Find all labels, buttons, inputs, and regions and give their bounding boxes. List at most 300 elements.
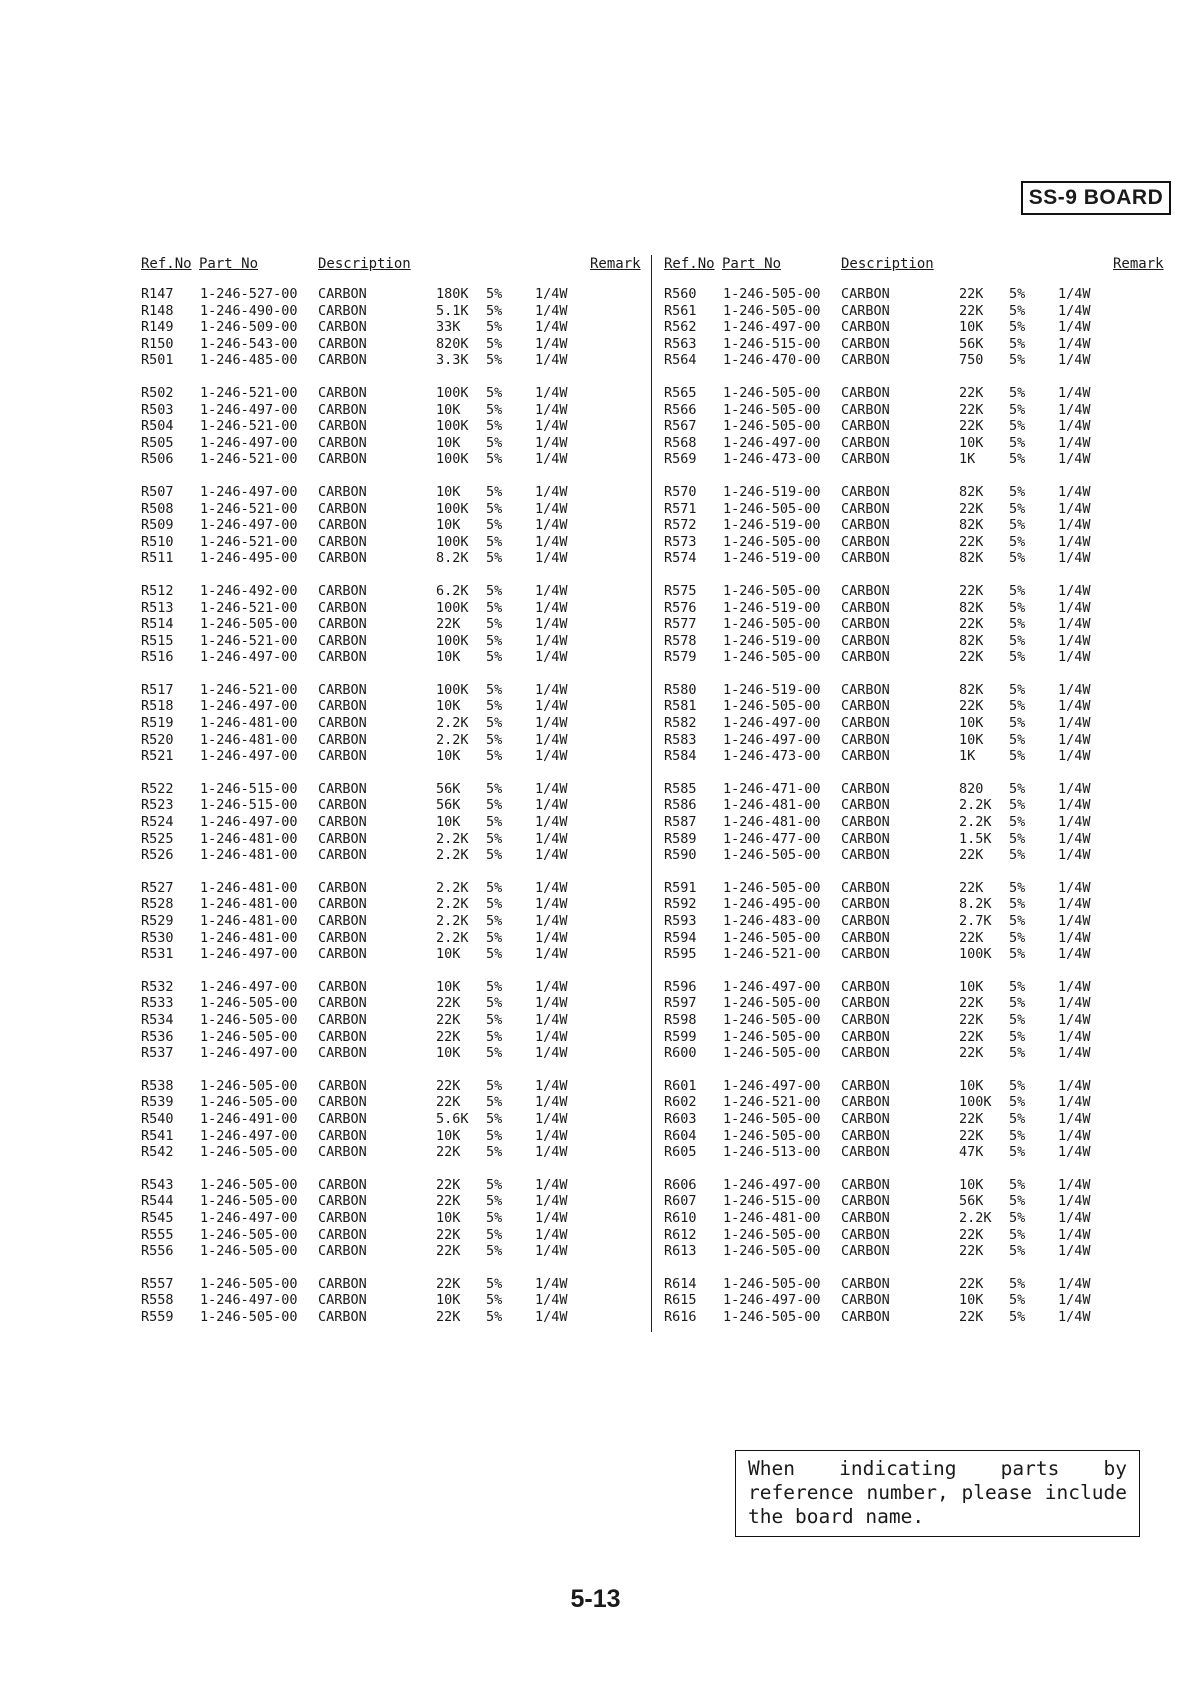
- description-cell: CARBON: [318, 896, 367, 913]
- part-no-cell: 1-246-519-00: [723, 681, 821, 698]
- part-no-cell: 1-246-505-00: [200, 1308, 298, 1325]
- ref-no-cell: R510: [141, 533, 174, 550]
- value-cell: 22K: [436, 1176, 461, 1193]
- part-no-cell: 1-246-505-00: [200, 1144, 298, 1161]
- value-cell: 5.1K: [436, 302, 469, 319]
- table-row: [663, 534, 1163, 551]
- table-row: [140, 896, 640, 913]
- ref-no-cell: R503: [141, 401, 174, 418]
- row-group: [663, 1177, 1163, 1260]
- ref-no-cell: R538: [141, 1077, 174, 1094]
- value-cell: 22K: [959, 1243, 984, 1260]
- wattage-cell: 1/4W: [535, 1243, 568, 1260]
- value-cell: 22K: [436, 995, 461, 1012]
- tolerance-cell: 5%: [486, 483, 503, 500]
- ref-no-cell: R512: [141, 582, 174, 599]
- row-group: [663, 880, 1163, 963]
- ref-no-cell: R582: [664, 715, 697, 732]
- value-cell: 82K: [959, 483, 984, 500]
- row-group: [663, 484, 1163, 567]
- wattage-cell: 1/4W: [535, 286, 568, 302]
- table-row: [140, 484, 640, 501]
- tolerance-cell: 5%: [1009, 500, 1026, 517]
- board-name-note: When indicating parts by reference number, please include the board name.: [735, 1450, 1140, 1537]
- table-row: [140, 600, 640, 617]
- description-cell: CARBON: [318, 483, 367, 500]
- description-cell: CARBON: [318, 978, 367, 995]
- table-row: [140, 1078, 640, 1095]
- part-no-cell: 1-246-505-00: [723, 302, 821, 319]
- part-no-cell: 1-246-481-00: [200, 879, 298, 896]
- description-cell: CARBON: [318, 1045, 367, 1062]
- ref-no-cell: R559: [141, 1308, 174, 1325]
- ref-no-cell: R561: [664, 302, 697, 319]
- value-cell: 10K: [436, 1045, 461, 1062]
- description-cell: CARBON: [841, 434, 890, 451]
- ref-no-cell: R597: [664, 995, 697, 1012]
- table-row: [663, 715, 1163, 732]
- value-cell: 22K: [959, 1045, 984, 1062]
- tolerance-cell: 5%: [486, 533, 503, 550]
- table-row: [140, 1227, 640, 1244]
- description-cell: CARBON: [841, 731, 890, 748]
- table-row: [140, 286, 640, 303]
- ref-no-cell: R543: [141, 1176, 174, 1193]
- part-no-cell: 1-246-505-00: [200, 1226, 298, 1243]
- part-no-cell: 1-246-521-00: [723, 1094, 821, 1111]
- value-cell: 22K: [959, 401, 984, 418]
- part-no-cell: 1-246-481-00: [200, 896, 298, 913]
- table-row: [140, 781, 640, 798]
- ref-no-cell: R515: [141, 632, 174, 649]
- ref-no-cell: R585: [664, 780, 697, 797]
- description-cell: CARBON: [318, 1094, 367, 1111]
- description-cell: CARBON: [841, 830, 890, 847]
- description-cell: CARBON: [841, 995, 890, 1012]
- part-no-cell: 1-246-505-00: [723, 1028, 821, 1045]
- ref-no-cell: R612: [664, 1226, 697, 1243]
- value-cell: 750: [959, 352, 984, 369]
- ref-no-cell: R570: [664, 483, 697, 500]
- tolerance-cell: 5%: [486, 1077, 503, 1094]
- row-group: [663, 1276, 1163, 1326]
- ref-no-cell: R511: [141, 550, 174, 567]
- ref-no-cell: R579: [664, 649, 697, 666]
- table-row: [140, 1029, 640, 1046]
- description-cell: CARBON: [318, 847, 367, 864]
- tolerance-cell: 5%: [1009, 879, 1026, 896]
- wattage-cell: 1/4W: [535, 533, 568, 550]
- ref-no-cell: R505: [141, 434, 174, 451]
- table-row: [140, 1309, 640, 1326]
- wattage-cell: 1/4W: [535, 319, 568, 336]
- part-no-cell: 1-246-497-00: [200, 978, 298, 995]
- tolerance-cell: 5%: [486, 1292, 503, 1309]
- tolerance-cell: 5%: [486, 896, 503, 913]
- row-group: [140, 484, 640, 567]
- table-row: [140, 1094, 640, 1111]
- description-cell: CARBON: [318, 1144, 367, 1161]
- part-no-cell: 1-246-497-00: [723, 319, 821, 336]
- table-row: [140, 831, 640, 848]
- ref-no-cell: R578: [664, 632, 697, 649]
- part-no-cell: 1-246-505-00: [200, 1243, 298, 1260]
- description-cell: CARBON: [841, 1209, 890, 1226]
- ref-no-cell: R530: [141, 929, 174, 946]
- table-row: [663, 995, 1163, 1012]
- description-cell: CARBON: [841, 748, 890, 765]
- value-cell: 22K: [436, 616, 461, 633]
- ref-no-cell: R592: [664, 896, 697, 913]
- wattage-cell: 1/4W: [535, 731, 568, 748]
- tolerance-cell: 5%: [486, 830, 503, 847]
- value-cell: 47K: [959, 1144, 984, 1161]
- part-no-cell: 1-246-497-00: [200, 434, 298, 451]
- table-row: [663, 930, 1163, 947]
- wattage-cell: 1/4W: [1058, 286, 1091, 302]
- description-cell: CARBON: [318, 616, 367, 633]
- part-no-cell: 1-246-505-00: [723, 847, 821, 864]
- table-row: [140, 682, 640, 699]
- ref-no-cell: R565: [664, 384, 697, 401]
- wattage-cell: 1/4W: [1058, 780, 1091, 797]
- wattage-cell: 1/4W: [535, 929, 568, 946]
- wattage-cell: 1/4W: [1058, 1243, 1091, 1260]
- row-group: [140, 1177, 640, 1260]
- wattage-cell: 1/4W: [1058, 335, 1091, 352]
- description-cell: CARBON: [841, 780, 890, 797]
- description-cell: CARBON: [318, 1275, 367, 1292]
- table-row: [663, 698, 1163, 715]
- description-cell: CARBON: [841, 847, 890, 864]
- value-cell: 22K: [959, 929, 984, 946]
- table-row: [663, 1193, 1163, 1210]
- value-cell: 10K: [959, 1077, 984, 1094]
- ref-no-cell: R509: [141, 517, 174, 534]
- tolerance-cell: 5%: [486, 434, 503, 451]
- part-no-cell: 1-246-505-00: [723, 879, 821, 896]
- description-cell: CARBON: [841, 550, 890, 567]
- ref-no-cell: R577: [664, 616, 697, 633]
- description-cell: CARBON: [318, 1209, 367, 1226]
- part-no-cell: 1-246-505-00: [723, 418, 821, 435]
- wattage-cell: 1/4W: [535, 1193, 568, 1210]
- value-cell: 1K: [959, 451, 976, 468]
- ref-no-cell: R533: [141, 995, 174, 1012]
- tolerance-cell: 5%: [1009, 401, 1026, 418]
- description-cell: CARBON: [318, 517, 367, 534]
- description-cell: CARBON: [318, 632, 367, 649]
- table-row: [663, 1078, 1163, 1095]
- description-cell: CARBON: [841, 517, 890, 534]
- row-group: [140, 1078, 640, 1161]
- part-no-cell: 1-246-497-00: [200, 1209, 298, 1226]
- table-row: [140, 385, 640, 402]
- value-cell: 2.2K: [436, 830, 469, 847]
- wattage-cell: 1/4W: [1058, 847, 1091, 864]
- tolerance-cell: 5%: [486, 681, 503, 698]
- tolerance-cell: 5%: [486, 319, 503, 336]
- part-no-cell: 1-246-497-00: [200, 1292, 298, 1309]
- wattage-cell: 1/4W: [535, 830, 568, 847]
- value-cell: 10K: [959, 434, 984, 451]
- tolerance-cell: 5%: [1009, 384, 1026, 401]
- tolerance-cell: 5%: [486, 1193, 503, 1210]
- part-no-cell: 1-246-505-00: [200, 616, 298, 633]
- part-no-cell: 1-246-497-00: [200, 748, 298, 765]
- wattage-cell: 1/4W: [1058, 632, 1091, 649]
- table-row: [140, 336, 640, 353]
- wattage-cell: 1/4W: [1058, 517, 1091, 534]
- description-cell: CARBON: [318, 698, 367, 715]
- value-cell: 10K: [436, 483, 461, 500]
- tolerance-cell: 5%: [1009, 616, 1026, 633]
- description-cell: CARBON: [841, 1292, 890, 1309]
- value-cell: 2.2K: [959, 1209, 992, 1226]
- ref-no-cell: R598: [664, 1011, 697, 1028]
- value-cell: 22K: [436, 1243, 461, 1260]
- table-row: [663, 1210, 1163, 1227]
- value-cell: 22K: [959, 1127, 984, 1144]
- table-row: [663, 1029, 1163, 1046]
- table-row: [140, 1210, 640, 1227]
- value-cell: 22K: [959, 847, 984, 864]
- wattage-cell: 1/4W: [535, 748, 568, 765]
- value-cell: 100K: [436, 681, 469, 698]
- description-cell: CARBON: [841, 946, 890, 963]
- row-group: [140, 1276, 640, 1326]
- value-cell: 100K: [436, 418, 469, 435]
- part-no-cell: 1-246-483-00: [723, 913, 821, 929]
- tolerance-cell: 5%: [486, 748, 503, 765]
- table-row: [140, 715, 640, 732]
- value-cell: 22K: [436, 1275, 461, 1292]
- wattage-cell: 1/4W: [1058, 896, 1091, 913]
- description-cell: CARBON: [318, 1226, 367, 1243]
- ref-no-cell: R534: [141, 1011, 174, 1028]
- table-row: [140, 418, 640, 435]
- tolerance-cell: 5%: [1009, 797, 1026, 814]
- tolerance-cell: 5%: [1009, 418, 1026, 435]
- wattage-cell: 1/4W: [1058, 681, 1091, 698]
- description-cell: CARBON: [841, 451, 890, 468]
- wattage-cell: 1/4W: [1058, 1127, 1091, 1144]
- ref-no-cell: R555: [141, 1226, 174, 1243]
- wattage-cell: 1/4W: [1058, 1011, 1091, 1028]
- wattage-cell: 1/4W: [535, 946, 568, 963]
- part-no-cell: 1-246-505-00: [723, 1011, 821, 1028]
- part-no-cell: 1-246-505-00: [723, 1308, 821, 1325]
- wattage-cell: 1/4W: [535, 1308, 568, 1325]
- header-part-no: Part No: [722, 256, 782, 272]
- tolerance-cell: 5%: [486, 1176, 503, 1193]
- parts-table-left: [140, 256, 640, 1341]
- wattage-cell: 1/4W: [1058, 830, 1091, 847]
- wattage-cell: 1/4W: [1058, 731, 1091, 748]
- header-description: Description: [318, 256, 411, 272]
- description-cell: CARBON: [841, 649, 890, 666]
- ref-no-cell: R149: [141, 319, 174, 336]
- ref-no-cell: R542: [141, 1144, 174, 1161]
- tolerance-cell: 5%: [486, 384, 503, 401]
- ref-no-cell: R601: [664, 1077, 697, 1094]
- tolerance-cell: 5%: [1009, 780, 1026, 797]
- value-cell: 22K: [959, 286, 984, 302]
- value-cell: 22K: [959, 1275, 984, 1292]
- wattage-cell: 1/4W: [1058, 352, 1091, 369]
- description-cell: CARBON: [318, 946, 367, 963]
- tolerance-cell: 5%: [486, 401, 503, 418]
- tolerance-cell: 5%: [1009, 847, 1026, 864]
- description-cell: CARBON: [841, 401, 890, 418]
- value-cell: 22K: [959, 302, 984, 319]
- wattage-cell: 1/4W: [535, 616, 568, 633]
- ref-no-cell: R615: [664, 1292, 697, 1309]
- table-row: [663, 633, 1163, 650]
- tolerance-cell: 5%: [486, 1110, 503, 1127]
- wattage-cell: 1/4W: [1058, 483, 1091, 500]
- description-cell: CARBON: [841, 384, 890, 401]
- tolerance-cell: 5%: [1009, 814, 1026, 831]
- wattage-cell: 1/4W: [535, 1110, 568, 1127]
- table-row: [663, 1177, 1163, 1194]
- description-cell: CARBON: [841, 797, 890, 814]
- value-cell: 2.2K: [436, 847, 469, 864]
- table-row: [663, 1094, 1163, 1111]
- ref-no-cell: R508: [141, 500, 174, 517]
- table-row: [140, 501, 640, 518]
- tolerance-cell: 5%: [1009, 319, 1026, 336]
- tolerance-cell: 5%: [1009, 1176, 1026, 1193]
- ref-no-cell: R590: [664, 847, 697, 864]
- wattage-cell: 1/4W: [535, 1226, 568, 1243]
- value-cell: 10K: [436, 434, 461, 451]
- table-row: [663, 303, 1163, 320]
- ref-no-cell: R587: [664, 814, 697, 831]
- description-cell: CARBON: [841, 929, 890, 946]
- tolerance-cell: 5%: [486, 946, 503, 963]
- part-no-cell: 1-246-497-00: [200, 814, 298, 831]
- value-cell: 22K: [436, 1193, 461, 1210]
- tolerance-cell: 5%: [486, 879, 503, 896]
- ref-no-cell: R527: [141, 879, 174, 896]
- value-cell: 10K: [959, 1292, 984, 1309]
- description-cell: CARBON: [841, 913, 890, 929]
- tolerance-cell: 5%: [1009, 698, 1026, 715]
- tolerance-cell: 5%: [486, 1127, 503, 1144]
- wattage-cell: 1/4W: [535, 1275, 568, 1292]
- part-no-cell: 1-246-505-00: [723, 401, 821, 418]
- tolerance-cell: 5%: [1009, 632, 1026, 649]
- description-cell: CARBON: [841, 1308, 890, 1325]
- tolerance-cell: 5%: [1009, 1209, 1026, 1226]
- wattage-cell: 1/4W: [535, 1045, 568, 1062]
- ref-no-cell: R593: [664, 913, 697, 929]
- ref-no-cell: R568: [664, 434, 697, 451]
- tolerance-cell: 5%: [486, 995, 503, 1012]
- ref-no-cell: R517: [141, 681, 174, 698]
- part-no-cell: 1-246-497-00: [200, 401, 298, 418]
- value-cell: 56K: [959, 1193, 984, 1210]
- description-cell: CARBON: [318, 1110, 367, 1127]
- part-no-cell: 1-246-505-00: [200, 1193, 298, 1210]
- wattage-cell: 1/4W: [535, 1292, 568, 1309]
- value-cell: 22K: [436, 1094, 461, 1111]
- table-row: [140, 732, 640, 749]
- table-row: [663, 814, 1163, 831]
- value-cell: 1K: [959, 748, 976, 765]
- tolerance-cell: 5%: [1009, 352, 1026, 369]
- value-cell: 22K: [436, 1308, 461, 1325]
- wattage-cell: 1/4W: [1058, 797, 1091, 814]
- table-row: [140, 797, 640, 814]
- table-row: [663, 352, 1163, 369]
- tolerance-cell: 5%: [486, 715, 503, 732]
- wattage-cell: 1/4W: [535, 1144, 568, 1161]
- part-no-cell: 1-246-477-00: [723, 830, 821, 847]
- part-no-cell: 1-246-505-00: [200, 995, 298, 1012]
- header-remark: Remark: [590, 256, 641, 272]
- row-group: [140, 583, 640, 666]
- part-no-cell: 1-246-521-00: [723, 946, 821, 963]
- part-no-cell: 1-246-521-00: [200, 418, 298, 435]
- ref-no-cell: R556: [141, 1243, 174, 1260]
- tolerance-cell: 5%: [486, 302, 503, 319]
- value-cell: 22K: [436, 1226, 461, 1243]
- description-cell: CARBON: [318, 649, 367, 666]
- ref-no-cell: R536: [141, 1028, 174, 1045]
- tolerance-cell: 5%: [486, 517, 503, 534]
- value-cell: 2.2K: [959, 814, 992, 831]
- description-cell: CARBON: [841, 582, 890, 599]
- part-no-cell: 1-246-495-00: [200, 550, 298, 567]
- row-group: [140, 385, 640, 468]
- wattage-cell: 1/4W: [535, 335, 568, 352]
- description-cell: CARBON: [841, 1243, 890, 1260]
- value-cell: 100K: [436, 533, 469, 550]
- value-cell: 22K: [959, 1308, 984, 1325]
- description-cell: CARBON: [841, 1110, 890, 1127]
- description-cell: CARBON: [318, 681, 367, 698]
- ref-no-cell: R599: [664, 1028, 697, 1045]
- description-cell: CARBON: [841, 681, 890, 698]
- tolerance-cell: 5%: [486, 500, 503, 517]
- value-cell: 10K: [436, 649, 461, 666]
- description-cell: CARBON: [318, 384, 367, 401]
- value-cell: 2.2K: [436, 896, 469, 913]
- ref-no-cell: R504: [141, 418, 174, 435]
- description-cell: CARBON: [841, 879, 890, 896]
- ref-no-cell: R524: [141, 814, 174, 831]
- tolerance-cell: 5%: [486, 632, 503, 649]
- wattage-cell: 1/4W: [1058, 1308, 1091, 1325]
- value-cell: 22K: [959, 616, 984, 633]
- wattage-cell: 1/4W: [1058, 814, 1091, 831]
- value-cell: 820K: [436, 335, 469, 352]
- wattage-cell: 1/4W: [1058, 715, 1091, 732]
- part-no-cell: 1-246-495-00: [723, 896, 821, 913]
- ref-no-cell: R528: [141, 896, 174, 913]
- row-group: [140, 880, 640, 963]
- part-no-cell: 1-246-481-00: [200, 847, 298, 864]
- wattage-cell: 1/4W: [535, 599, 568, 616]
- tolerance-cell: 5%: [1009, 286, 1026, 302]
- description-cell: CARBON: [841, 1045, 890, 1062]
- description-cell: CARBON: [318, 879, 367, 896]
- ref-no-cell: R574: [664, 550, 697, 567]
- wattage-cell: 1/4W: [535, 1028, 568, 1045]
- ref-no-cell: R603: [664, 1110, 697, 1127]
